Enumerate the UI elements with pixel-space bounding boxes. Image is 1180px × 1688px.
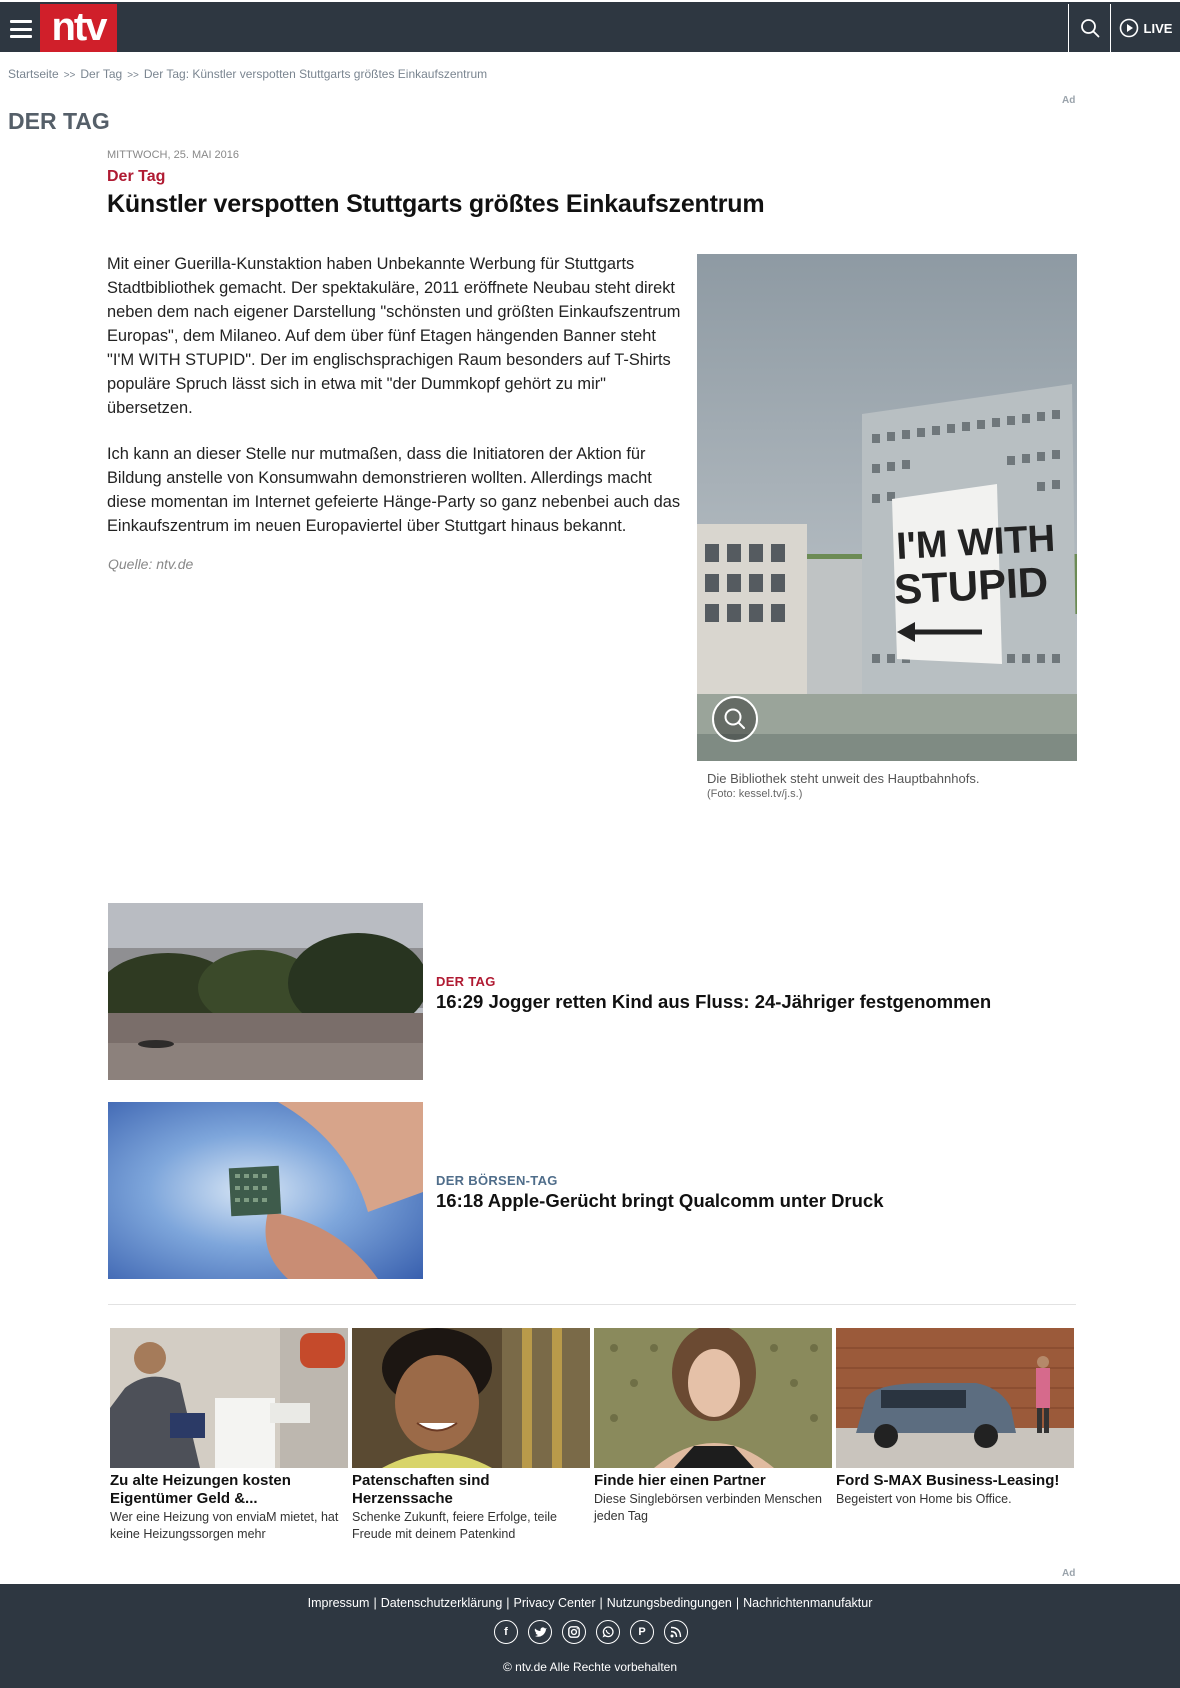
teaser-kicker: DER BÖRSEN-TAG [436, 1173, 558, 1188]
river-photo [108, 903, 423, 1080]
article-paragraph: Ich kann an dieser Stelle nur mutmaßen, dass die Initiatoren der Aktion für Bildung anstelle von Konsumwahn demonstrieren wollten. Allerdings macht diese momentan im Internet gefeierte Hänge-Party so ganz nebenbei auch das Einkaufszentrum im neuen Europaviertel über Stuttgart hinaus bekannt. [107, 445, 681, 535]
image-credit: (Foto: kessel.tv/j.s.) [707, 788, 803, 800]
ad-image-partner[interactable] [594, 1328, 832, 1468]
ad-description: Wer eine Heizung von enviaM mietet, hat keine Heizungssorgen mehr [110, 1510, 339, 1541]
teaser-title[interactable]: 16:18 Apple-Gerücht bringt Qualcomm unter Druck [436, 1190, 884, 1211]
breadcrumb-separator: >> [63, 70, 76, 81]
facebook-icon[interactable]: f [494, 1620, 518, 1644]
ad-tile[interactable] [110, 1328, 348, 1543]
ad-tile[interactable] [836, 1328, 1074, 1508]
breadcrumb-current: Der Tag: Künstler verspotten Stuttgarts größtes Einkaufszentrum [143, 67, 488, 81]
search-icon [1080, 18, 1100, 38]
live-label: LIVE [1143, 20, 1173, 36]
teaser-image-river[interactable] [108, 903, 423, 1080]
ad-title[interactable]: Patenschaften sind Herzenssache [352, 1472, 490, 1507]
ad-title[interactable]: Zu alte Heizungen kosten Eigentümer Geld &... [110, 1472, 291, 1507]
footer-link-nachrichtenmanufaktur[interactable]: Nachrichtenmanufaktur [743, 1596, 873, 1610]
rss-icon[interactable] [664, 1620, 688, 1644]
ad-tile[interactable] [352, 1328, 590, 1543]
teaser-title[interactable]: 16:29 Jogger retten Kind aus Fluss: 24-Jähriger festgenommen [436, 991, 992, 1012]
car-photo [836, 1328, 1074, 1468]
search-button[interactable] [1069, 4, 1110, 52]
section-title[interactable]: DER TAG [8, 108, 110, 134]
ad-label: Ad [1062, 1568, 1076, 1579]
play-icon [1119, 18, 1139, 38]
live-button[interactable] [1111, 4, 1180, 52]
teaser-item[interactable] [108, 903, 1078, 1080]
ad-image-heating[interactable] [110, 1328, 348, 1468]
article-body [107, 252, 687, 560]
woman-photo [594, 1328, 832, 1468]
footer-link-impressum[interactable]: Impressum [307, 1596, 370, 1610]
ad-tile[interactable] [594, 1328, 832, 1525]
chip-photo [108, 1102, 423, 1279]
teaser-kicker: DER TAG [436, 974, 496, 989]
ad-description: Diese Singlebörsen verbinden Menschen jeden Tag [594, 1492, 822, 1523]
article-source: Quelle: ntv.de [108, 556, 194, 572]
copyright: © ntv.de Alle Rechte vorbehalten [502, 1660, 678, 1674]
ad-title[interactable]: Ford S-MAX Business-Leasing! [836, 1472, 1060, 1489]
ad-image-ford[interactable] [836, 1328, 1074, 1468]
footer-links: Impressum | Datenschutzerklärung | Privacy Center | Nutzungsbedingungen | Nachrichtenmanufaktur [307, 1596, 873, 1610]
teaser-image-chip[interactable] [108, 1102, 423, 1279]
breadcrumb-section[interactable]: Der Tag [80, 67, 123, 81]
article-date: MITTWOCH, 25. MAI 2016 [107, 149, 240, 161]
child-photo [352, 1328, 590, 1468]
footer-link-datenschutz[interactable]: Datenschutzerklärung [380, 1596, 503, 1610]
social-links [494, 1620, 688, 1644]
whatsapp-icon[interactable] [596, 1620, 620, 1644]
ad-description: Schenke Zukunft, feiere Erfolge, teile Freude mit deinem Patenkind [352, 1510, 557, 1541]
instagram-icon[interactable] [562, 1620, 586, 1644]
site-footer [0, 1584, 1180, 1688]
footer-link-nutzungsbedingungen[interactable]: Nutzungsbedingungen [606, 1596, 732, 1610]
section-divider [108, 1304, 1076, 1305]
twitter-icon[interactable] [528, 1620, 552, 1644]
heating-photo [110, 1328, 348, 1468]
article-headline: Künstler verspotten Stuttgarts größtes Einkaufszentrum [107, 190, 765, 218]
ntv-logo[interactable]: ntv [40, 4, 117, 52]
ad-description: Begeistert von Home bis Office. [836, 1492, 1012, 1506]
banner-line1: I'M WITH [895, 517, 1057, 568]
zoom-button[interactable] [712, 696, 758, 742]
pinterest-icon[interactable]: P [630, 1620, 654, 1644]
breadcrumb-separator: >> [127, 70, 139, 81]
ad-image-child[interactable] [352, 1328, 590, 1468]
teaser-item[interactable] [108, 1102, 1078, 1279]
search-icon [723, 707, 747, 731]
ad-label: Ad [1062, 95, 1076, 106]
article-image[interactable] [697, 254, 1077, 761]
site-header [0, 0, 1180, 52]
menu-icon[interactable] [10, 20, 32, 38]
breadcrumb-home[interactable]: Startseite [8, 67, 59, 81]
image-caption: Die Bibliothek steht unweit des Hauptbahnhofs. [707, 771, 980, 786]
article-kicker: Der Tag [107, 168, 166, 185]
banner-line2: STUPID [893, 557, 1050, 613]
library-photo [697, 254, 1077, 761]
article-paragraph: Mit einer Guerilla-Kunstaktion haben Unbekannte Werbung für Stuttgarts Stadtbibliothek gemacht. Der spektakuläre, 2011 eröffnete Neubau steht direkt neben dem nach eigener Darstellung "schönsten und größten Einkaufszentrum Europas", dem Milaneo. Auf dem über fünf Etagen hängenden Banner steht "I'M WITH STUPID". Der im englischsprachigen Raum besonders auf T-Shirts populäre Spruch lässt sich in etwa mit "der Dummkopf gehört zu mir" übersetzen. [107, 255, 681, 417]
footer-link-privacy-center[interactable]: Privacy Center [513, 1596, 596, 1610]
breadcrumb [8, 67, 487, 81]
ad-title[interactable]: Finde hier einen Partner [594, 1472, 766, 1489]
